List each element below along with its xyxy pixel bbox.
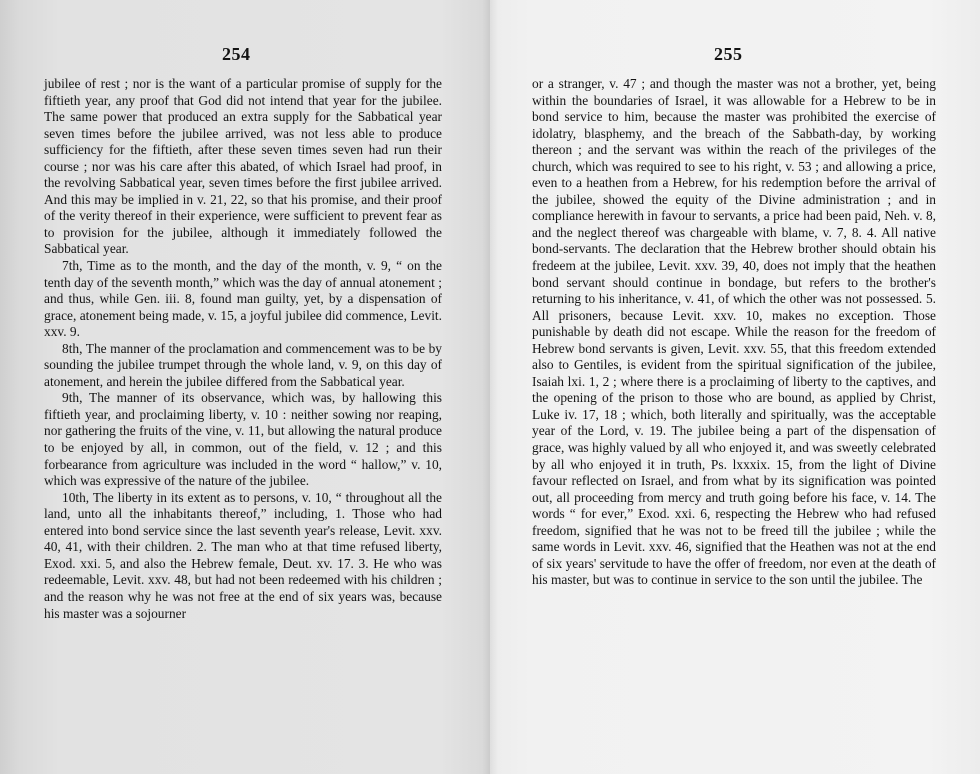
left-paragraph-continued: jubilee of rest ; nor is the want of a particular promise of supply for the fiftieth year, any proof that God did not intend that year for the jubilee. The same power that produced an extra supply for the Sabbatical year seven times before the jubilee arrived, was not less able to produce sufficiency for the fiftieth, after these seven times seven had run their course ; nor was his care after this abated, of which Israel had proof, in the revolving Sabbatical year, seven times before the first jubilee arrived. And this may be implied in v. 21, 22, so that his promise, and their proof of the verity thereof in their experience, were sufficient to prevent fear as to provision for the jubilee, although it immediately followed the Sabbatical year. xyxy=(44,76,442,257)
right-page-number: 255 xyxy=(714,44,743,64)
left-paragraph-8th: 8th, The manner of the proclamation and commencement was to be by sounding the jubilee trumpet through the whole land, v. 9, on this day of atonement, and herein the jubilee differed from the Sabbatical year. xyxy=(44,340,442,389)
left-paragraph-7th: 7th, Time as to the month, and the day of the month, v. 9, “ on the tenth day of the seventh month,” which was the day of annual atonement ; and thus, while Gen. iii. 8, found man guilty, yet, by a dispensation of grace, atonement being made, v. 15, a joyful jubilee did commence, Levit. xxv. 9. xyxy=(44,258,442,340)
right-page-body xyxy=(532,76,936,589)
left-page-body xyxy=(44,76,442,622)
left-paragraph-9th: 9th, The manner of its observance, which was, by hallowing this fiftieth year, and proclaiming liberty, v. 10 : neither sowing nor reaping, nor gathering the fruits of the vine, v. 11, but allowing the natural produce to be enjoyed by all, in common, out of the field, v. 12 ; and this forbearance from agriculture was included in the word “ hallow,” v. 10, which was expressive of the nature of the jubilee. xyxy=(44,390,442,489)
right-page xyxy=(490,0,980,774)
book-gutter-shadow xyxy=(482,0,498,774)
right-paragraph-continued: or a stranger, v. 47 ; and though the master was not a brother, yet, being within the boundaries of Israel, it was allowable for a Hebrew to be in bond service to him, because the master was prohibited the exercise of idolatry, blasphemy, and the breach of the Sabbath-day, by working thereon ; and the servant was within the reach of the privileges of the church, which was required to see to his right, v. 53 ; and allowing a price, even to a heathen from a Hebrew, for his redemption before the arrival of the jubilee, showed the equity of the Divine administration ; and in compliance herewith in favour to servants, a price had been paid, Neh. v. 8, and the neglect thereof was chargeable with blame, v. 7, 8. 4. All native bond-servants. The declaration that the Hebrew brother should obtain his fredeem at the jubilee, Levit. xxv. 39, 40, does not imply that the heathen bond servant should continue in bondage, but refers to the brother's returning to his inheritance, v. 41, of which the other was not possessed. 5. All prisoners, because Levit. xxv. 10, makes no exception. Those punishable by death did not escape. While the reason for the freedom of Hebrew bond servants is given, Levit. xxv. 55, that this freedom extended also to Gentiles, is evident from the spiritual signification of the jubilee, Isaiah lxi. 1, 2 ; where there is a proclaiming of liberty to the captives, and the opening of the prison to those who are bound, as applied by Christ, Luke iv. 17, 18 ; which, both literally and spiritually, was the acceptable year of the Lord, v. 19. The jubilee being a part of the dispensation of grace, was highly valued by all who enjoyed it, and was sweetly celebrated by all who enjoyed it in truth, Ps. lxxxix. 15, from the light of Divine favour reflected on Israel, and from what by its signification was pointed out, all proceeding from mercy and truth going before his face, v. 14. The words “ for ever,” Exod. xxi. 6, respecting the Hebrew who had refused freedom, signified that he was not to be freed till the jubilee ; while the same words in Levit. xxv. 46, signified that the Heathen was not at the end of six years' servitude to have the offer of freedom, nor even at the death of his master, but was to continue in service to the son until the jubilee. The xyxy=(532,76,936,588)
left-paragraph-10th: 10th, The liberty in its extent as to persons, v. 10, “ throughout all the land, unto all the inhabitants thereof,” including, 1. Those who had entered into bond service since the last seventh year's release, Levit. xxv. 40, 41, with their children. 2. The man who at that time refused liberty, Exod. xxi. 5, and also the Hebrew female, Deut. xv. 17. 3. He who was redeemable, Levit. xxv. 48, but had not been redeemed with his children ; and the reason why he was not free at the end of six years was, because his master was a sojourner xyxy=(44,489,442,621)
left-page-number: 254 xyxy=(222,44,251,64)
